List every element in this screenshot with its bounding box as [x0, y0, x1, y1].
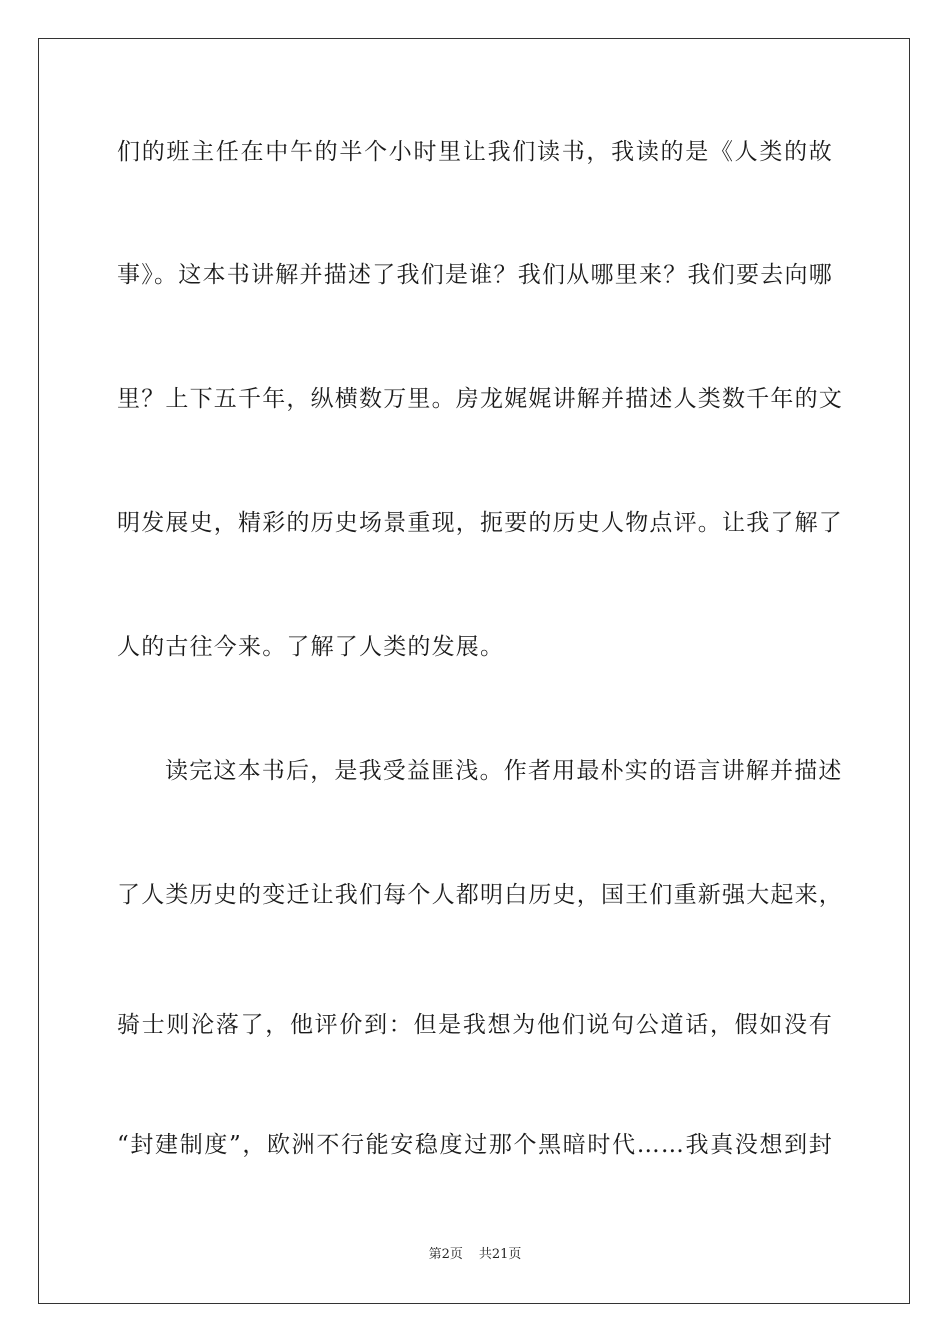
text-line-7: 了人类历史的变迁让我们每个人都明白历史，国王们重新强大起来， [117, 882, 843, 908]
text-line-9: “封建制度”，欧洲不行能安稳度过那个黑暗时代……我真没想到封 [117, 1132, 833, 1158]
page-number-total: 共21页 [478, 1247, 522, 1262]
text-line-1: 们的班主任在中午的半个小时里让我们读书，我读的是《人类的故 [117, 139, 833, 165]
text-line-3: 里？上下五千年，纵横数万里。房龙娓娓讲解并描述人类数千年的文 [117, 386, 843, 412]
page-footer [0, 1246, 950, 1264]
paragraph-2-first-line: 读完这本书后，是我受益匪浅。作者用最朴实的语言讲解并描述 [165, 758, 843, 784]
page-border [38, 38, 910, 1304]
text-line-2: 事》。这本书讲解并描述了我们是谁？我们从哪里来？我们要去向哪 [117, 262, 833, 288]
text-line-5: 人的古往今来。了解了人类的发展。 [117, 634, 505, 660]
text-line-8: 骑士则沦落了，他评价到：但是我想为他们说句公道话，假如没有 [117, 1012, 833, 1038]
text-line-4: 明发展史，精彩的历史场景重现，扼要的历史人物点评。让我了解了 [117, 510, 843, 536]
page-number-current: 第2页 [428, 1247, 463, 1262]
